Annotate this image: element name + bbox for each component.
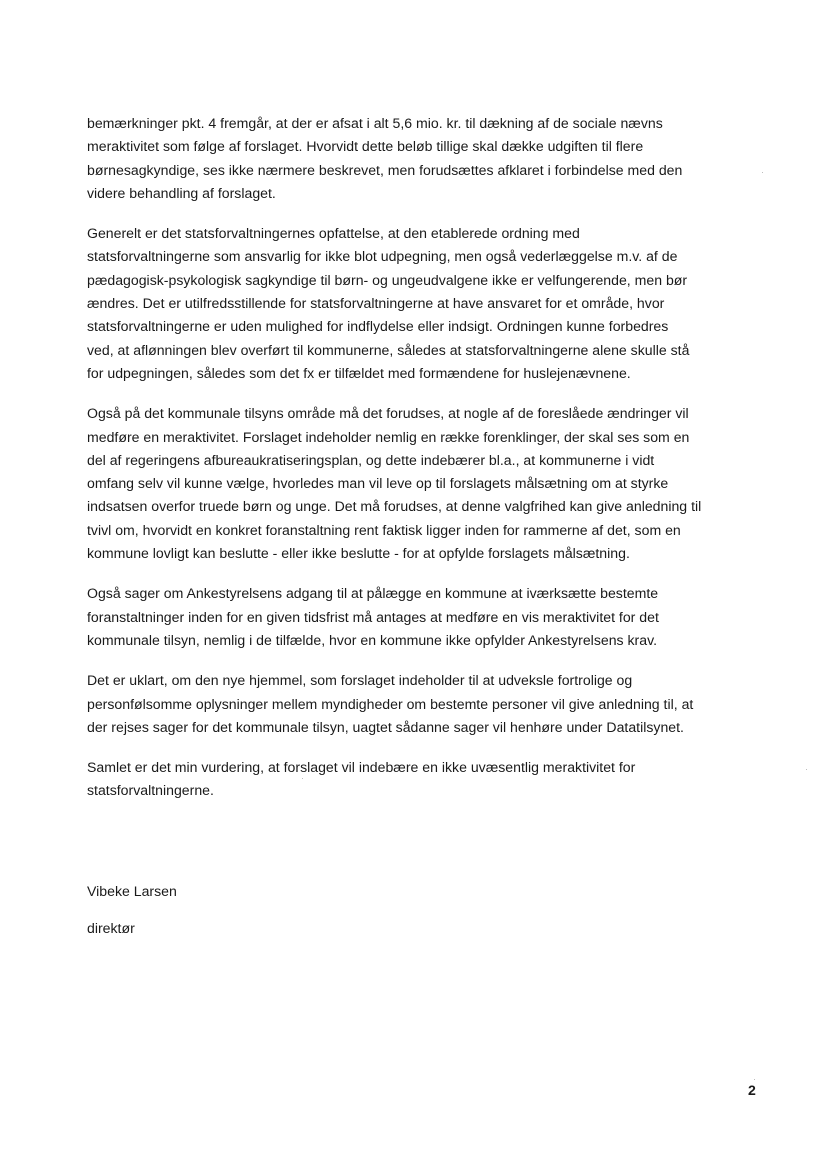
paragraph-conclusion	[87, 756, 771, 803]
scan-speck	[754, 1079, 755, 1080]
text-line: omfang selv vil kunne vælge, hvorledes man vil leve op til forslagets målsætning om at styrke	[87, 475, 669, 492]
paragraph-municipal-supervision	[87, 402, 771, 565]
page-number: 2	[748, 1082, 756, 1098]
scan-speck	[806, 769, 807, 770]
paragraph-appeals-board	[87, 582, 771, 652]
text-line: foranstaltninger inden for en given tidsfrist må antages at medføre en vis meraktivitet for det	[87, 608, 659, 625]
text-line: del af regeringens afbureaukratiseringsplan, og dette indebærer bl.a., at kommunerne i vidt	[87, 451, 655, 468]
text-line: ændres. Det er utilfredsstillende for statsforvaltningerne at have ansvaret for et område, hvor	[87, 295, 665, 312]
text-line: statsforvaltningerne.	[87, 782, 214, 799]
text-line: medføre en meraktivitet. Forslaget indeholder nemlig en række forenklinger, der skal ses som en	[87, 428, 690, 445]
text-line: Samlet er det min vurdering, at forslaget vil indebære en ikke uvæsentlig meraktivitet for	[87, 759, 636, 776]
letter-body	[87, 112, 771, 820]
text-line: statsforvaltningerne som ansvarlig for ikke blot udpegning, men også vederlæggelse m.v. af de	[87, 248, 678, 265]
paragraph-general-opinion	[87, 222, 771, 385]
paragraph-data-exchange	[87, 669, 771, 739]
signatory-name: Vibeke Larsen	[87, 883, 177, 899]
text-line: for udpegningen, således som det fx er tilfældet med formændene for huslejenævnene.	[87, 364, 631, 381]
text-line: Også på det kommunale tilsyns område må det forudses, at nogle af de foreslåede ændringer vil	[87, 405, 689, 422]
signatory-title: direktør	[87, 920, 135, 936]
paragraph-budget	[87, 112, 771, 205]
text-line: pædagogisk-psykologisk sagkyndige til børn- og ungeudvalgene ikke er velfungerende, men bør	[87, 271, 688, 288]
text-line: der rejses sager for det kommunale tilsyn, uagtet sådanne sager vil henhøre under Datatilsynet.	[87, 718, 684, 735]
text-line: Også sager om Ankestyrelsens adgang til at pålægge en kommune at iværksætte bestemte	[87, 585, 659, 602]
scan-speck	[762, 172, 763, 173]
text-line: Generelt er det statsforvaltningernes opfattelse, at den etablerede ordning med	[87, 225, 580, 242]
text-line: Det er uklart, om den nye hjemmel, som forslaget indeholder til at udveksle fortrolige og	[87, 672, 633, 689]
text-line: meraktivitet som følge af forslaget. Hvorvidt dette beløb tillige skal dække udgiften til flere	[87, 138, 644, 155]
text-line: kommunale tilsyn, nemlig i de tilfælde, hvor en kommune ikke opfylder Ankestyrelsens krav.	[87, 631, 657, 648]
signature-block	[87, 880, 177, 940]
text-line: kommune lovligt kan beslutte - eller ikke beslutte - for at opfylde forslagets målsætning.	[87, 545, 630, 562]
text-line: ved, at aflønningen blev overført til kommunerne, således at statsforvaltningerne alene skulle stå	[87, 341, 690, 358]
text-line: tvivl om, hvorvidt en konkret foranstaltning rent faktisk ligger inden for rammerne af det, som en	[87, 521, 681, 538]
text-line: indsatsen overfor truede børn og unge. Det må forudses, at denne valgfrihed kan give anledning til	[87, 498, 702, 515]
scan-speck	[302, 778, 303, 779]
text-line: videre behandling af forslaget.	[87, 184, 276, 201]
text-line: bemærkninger pkt. 4 fremgår, at der er afsat i alt 5,6 mio. kr. til dækning af de sociale nævns	[87, 115, 663, 131]
text-line: personfølsomme oplysninger mellem myndigheder om bestemte personer vil give anledning til, at	[87, 695, 694, 712]
text-line: børnesagkyndige, ses ikke nærmere beskrevet, men forudsættes afklaret i forbindelse med den	[87, 161, 683, 178]
text-line: statsforvaltningerne er uden mulighed for indflydelse eller indsigt. Ordningen kunne forbedres	[87, 318, 669, 335]
